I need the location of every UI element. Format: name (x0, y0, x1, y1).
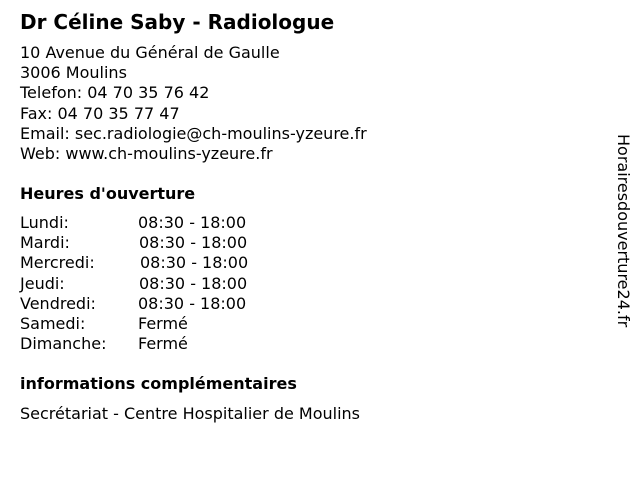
hours-value: 08:30 - 18:00 (139, 233, 248, 253)
day-label: Vendredi: (20, 293, 96, 313)
day-label: Jeudi: (20, 273, 65, 293)
website-url: Web: www.ch-moulins-yzeure.fr (20, 144, 273, 164)
day-label: Mardi: (20, 233, 70, 253)
hours-value: 08:30 - 18:00 (138, 213, 247, 232)
contact-block (20, 43, 367, 164)
additional-info-text: Secrétariat - Centre Hospitalier de Moulins (20, 404, 360, 423)
additional-info-heading: informations complémentaires (20, 374, 297, 393)
day-label: Dimanche: (20, 334, 107, 354)
site-watermark (612, 134, 634, 370)
day-label: Samedi: (20, 313, 86, 333)
opening-hours-heading: Heures d'ouverture (20, 184, 196, 203)
day-label: Mercredi: (20, 253, 95, 273)
day-label: Lundi: (20, 213, 69, 232)
watermark-text: Horairesdouverture24.fr (614, 134, 633, 328)
hours-value: Fermé (138, 334, 188, 354)
hours-value: 08:30 - 18:00 (140, 253, 249, 273)
hours-value: 08:30 - 18:00 (139, 273, 248, 293)
hours-value: Fermé (138, 313, 188, 333)
email-address: Email: sec.radiologie@ch-moulins-yzeure.fr (20, 123, 367, 143)
address-street: 10 Avenue du Général de Gaulle (20, 43, 280, 62)
address-city: 3006 Moulins (20, 63, 127, 83)
phone-number: Telefon: 04 70 35 76 42 (20, 83, 210, 103)
page-title: Dr Céline Saby - Radiologue (20, 10, 335, 34)
hours-value: 08:30 - 18:00 (138, 293, 247, 313)
fax-number: Fax: 04 70 35 77 47 (20, 103, 180, 123)
